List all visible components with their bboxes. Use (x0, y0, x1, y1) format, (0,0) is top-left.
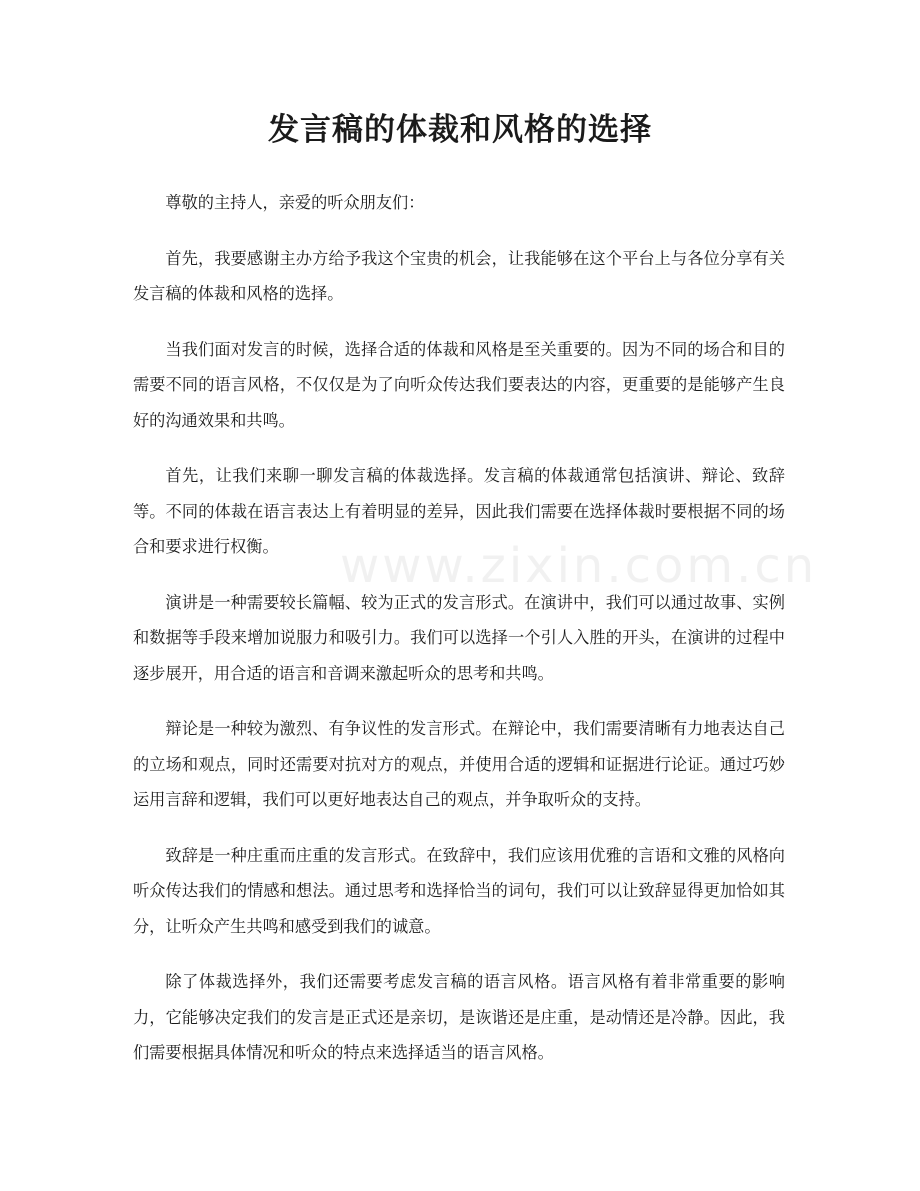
document-body (133, 185, 785, 1091)
paragraph: 首先，让我们来聊一聊发言稿的体裁选择。发言稿的体裁通常包括演讲、辩论、致辞等。不同的体裁在语言表达上有着明显的差异，因此我们需要在选择体裁时要根据不同的场合和要求进行权衡。 (133, 466, 785, 556)
paragraph: 演讲是一种需要较长篇幅、较为正式的发言形式。在演讲中，我们可以通过故事、实例和数据等手段来增加说服力和吸引力。我们可以选择一个引人入胜的开头，在演讲的过程中逐步展开，用合适的语言和音调来激起听众的思考和共鸣。 (133, 592, 785, 683)
document-title: 发言稿的体裁和风格的选择 (268, 112, 652, 148)
paragraph: 首先，我要感谢主办方给予我这个宝贵的机会，让我能够在这个平台上与各位分享有关发言稿的体裁和风格的选择。 (133, 248, 785, 303)
paragraph-greeting: 尊敬的主持人，亲爱的听众朋友们： (165, 193, 425, 212)
paragraph: 当我们面对发言的时候，选择合适的体裁和风格是至关重要的。因为不同的场合和目的需要不同的语言风格，不仅仅是为了向听众传达我们要表达的内容，更重要的是能够产生良好的沟通效果和共鸣。 (133, 339, 785, 430)
paragraph: 辩论是一种较为激烈、有争议性的发言形式。在辩论中，我们需要清晰有力地表达自己的立场和观点，同时还需要对抗对方的观点，并使用合适的逻辑和证据进行论证。通过巧妙运用言辞和逻辑，我们可以更好地表达自己的观点，并争取听众的支持。 (133, 719, 785, 809)
paragraph: 致辞是一种庄重而庄重的发言形式。在致辞中，我们应该用优雅的言语和文雅的风格向听众传达我们的情感和想法。通过思考和选择恰当的词句，我们可以让致辞显得更加恰如其分，让听众产生共鸣和感受到我们的诚意。 (133, 845, 785, 936)
watermark: www.zixin.com.cn (340, 538, 818, 594)
paragraph: 除了体裁选择外，我们还需要考虑发言稿的语言风格。语言风格有着非常重要的影响力，它能够决定我们的发言是正式还是亲切，是诙谐还是庄重，是动情还是冷静。因此，我们需要根据具体情况和听众的特点来选择适当的语言风格。 (133, 972, 785, 1062)
